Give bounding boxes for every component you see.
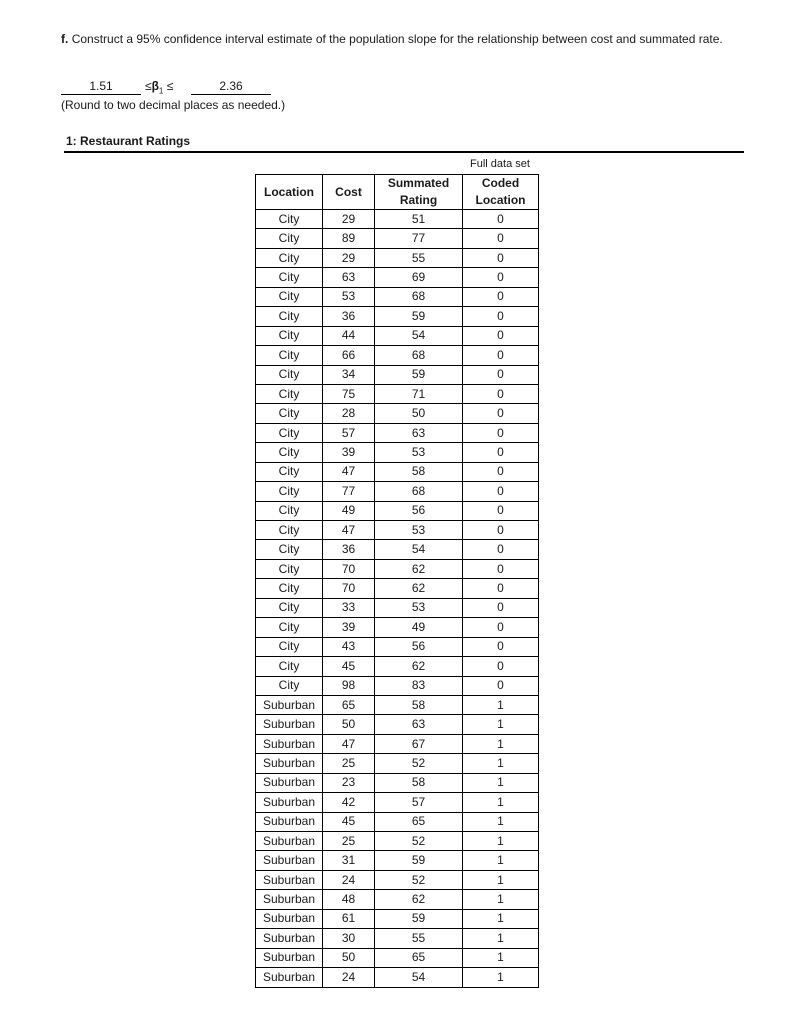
table-row	[256, 384, 539, 403]
table-row	[256, 598, 539, 617]
cell-coded-location: 1	[463, 754, 539, 773]
header-cost: Cost	[323, 175, 375, 210]
cell-summated-rating: 67	[375, 734, 463, 753]
cell-location: Suburban	[256, 715, 323, 734]
table-row	[256, 404, 539, 423]
cell-coded-location: 1	[463, 832, 539, 851]
table-row	[256, 715, 539, 734]
cell-summated-rating: 62	[375, 657, 463, 676]
cell-cost: 39	[323, 618, 375, 637]
cell-location: Suburban	[256, 948, 323, 967]
cell-cost: 47	[323, 462, 375, 481]
cell-coded-location: 0	[463, 443, 539, 462]
cell-location: City	[256, 540, 323, 559]
leq-symbol-left: ≤	[145, 79, 152, 93]
cell-summated-rating: 68	[375, 482, 463, 501]
cell-summated-rating: 63	[375, 715, 463, 734]
table-row	[256, 365, 539, 384]
cell-location: City	[256, 598, 323, 617]
full-data-set-label: Full data set	[470, 158, 530, 170]
cell-summated-rating: 65	[375, 812, 463, 831]
table-row	[256, 870, 539, 889]
cell-location: Suburban	[256, 695, 323, 714]
table-row	[256, 968, 539, 987]
cell-location: City	[256, 326, 323, 345]
cell-cost: 65	[323, 695, 375, 714]
header-summated-rating: Summated Rating	[375, 175, 463, 210]
table-header-row	[256, 175, 539, 210]
cell-location: City	[256, 229, 323, 248]
cell-coded-location: 0	[463, 346, 539, 365]
cell-cost: 57	[323, 423, 375, 442]
cell-location: Suburban	[256, 812, 323, 831]
cell-cost: 28	[323, 404, 375, 423]
cell-location: City	[256, 676, 323, 695]
cell-summated-rating: 56	[375, 501, 463, 520]
table-row	[256, 851, 539, 870]
cell-coded-location: 1	[463, 968, 539, 987]
cell-cost: 24	[323, 870, 375, 889]
section-title[interactable]: 1: Restaurant Ratings	[66, 134, 191, 148]
cell-location: Suburban	[256, 773, 323, 792]
cell-summated-rating: 53	[375, 443, 463, 462]
table-row	[256, 248, 539, 267]
cell-location: Suburban	[256, 929, 323, 948]
cell-coded-location: 0	[463, 326, 539, 345]
cell-cost: 49	[323, 501, 375, 520]
cell-summated-rating: 56	[375, 637, 463, 656]
table-row	[256, 909, 539, 928]
cell-location: City	[256, 423, 323, 442]
cell-cost: 50	[323, 715, 375, 734]
cell-coded-location: 0	[463, 268, 539, 287]
table-row	[256, 657, 539, 676]
cell-cost: 36	[323, 307, 375, 326]
table-row	[256, 559, 539, 578]
cell-cost: 25	[323, 754, 375, 773]
rounding-note: (Round to two decimal places as needed.)	[61, 98, 286, 112]
table-row	[256, 676, 539, 695]
table-row	[256, 423, 539, 442]
cell-location: Suburban	[256, 832, 323, 851]
cell-location: City	[256, 287, 323, 306]
cell-coded-location: 0	[463, 501, 539, 520]
cell-coded-location: 0	[463, 365, 539, 384]
cell-cost: 70	[323, 579, 375, 598]
cell-summated-rating: 54	[375, 326, 463, 345]
cell-coded-location: 1	[463, 715, 539, 734]
table-row	[256, 812, 539, 831]
cell-location: City	[256, 657, 323, 676]
cell-location: City	[256, 346, 323, 365]
table-row	[256, 443, 539, 462]
cell-coded-location: 1	[463, 890, 539, 909]
cell-coded-location: 1	[463, 812, 539, 831]
cell-location: City	[256, 579, 323, 598]
cell-cost: 63	[323, 268, 375, 287]
cell-location: Suburban	[256, 793, 323, 812]
cell-location: Suburban	[256, 890, 323, 909]
cell-coded-location: 1	[463, 695, 539, 714]
cell-coded-location: 0	[463, 676, 539, 695]
cell-summated-rating: 53	[375, 521, 463, 540]
cell-coded-location: 0	[463, 423, 539, 442]
cell-location: City	[256, 462, 323, 481]
cell-summated-rating: 58	[375, 695, 463, 714]
lower-bound-input[interactable]: 1.51	[61, 78, 141, 95]
cell-summated-rating: 68	[375, 287, 463, 306]
cell-summated-rating: 65	[375, 948, 463, 967]
table-row	[256, 540, 539, 559]
cell-coded-location: 1	[463, 870, 539, 889]
cell-coded-location: 0	[463, 482, 539, 501]
cell-cost: 29	[323, 210, 375, 229]
cell-cost: 30	[323, 929, 375, 948]
table-row	[256, 210, 539, 229]
cell-coded-location: 0	[463, 404, 539, 423]
cell-location: City	[256, 365, 323, 384]
cell-coded-location: 0	[463, 579, 539, 598]
table-row	[256, 929, 539, 948]
cell-summated-rating: 59	[375, 909, 463, 928]
cell-coded-location: 1	[463, 948, 539, 967]
cell-location: City	[256, 482, 323, 501]
cell-summated-rating: 59	[375, 365, 463, 384]
cell-location: Suburban	[256, 851, 323, 870]
beta-subscript: 1	[158, 86, 164, 96]
table-row	[256, 754, 539, 773]
cell-coded-location: 0	[463, 384, 539, 403]
cell-location: City	[256, 501, 323, 520]
cell-cost: 36	[323, 540, 375, 559]
cell-coded-location: 0	[463, 618, 539, 637]
cell-cost: 42	[323, 793, 375, 812]
cell-location: City	[256, 559, 323, 578]
cell-cost: 31	[323, 851, 375, 870]
cell-cost: 23	[323, 773, 375, 792]
cell-coded-location: 0	[463, 210, 539, 229]
cell-location: City	[256, 307, 323, 326]
cell-summated-rating: 54	[375, 540, 463, 559]
cell-cost: 89	[323, 229, 375, 248]
cell-summated-rating: 49	[375, 618, 463, 637]
beta-inequality	[145, 78, 173, 99]
cell-cost: 75	[323, 384, 375, 403]
cell-cost: 70	[323, 559, 375, 578]
cell-summated-rating: 62	[375, 559, 463, 578]
cell-coded-location: 0	[463, 657, 539, 676]
cell-cost: 39	[323, 443, 375, 462]
table-row	[256, 832, 539, 851]
cell-location: City	[256, 521, 323, 540]
cell-summated-rating: 55	[375, 929, 463, 948]
cell-coded-location: 0	[463, 248, 539, 267]
cell-location: City	[256, 618, 323, 637]
cell-coded-location: 0	[463, 598, 539, 617]
cell-summated-rating: 59	[375, 307, 463, 326]
cell-cost: 61	[323, 909, 375, 928]
cell-summated-rating: 57	[375, 793, 463, 812]
cell-summated-rating: 54	[375, 968, 463, 987]
cell-summated-rating: 83	[375, 676, 463, 695]
cell-summated-rating: 68	[375, 346, 463, 365]
cell-coded-location: 0	[463, 229, 539, 248]
cell-cost: 98	[323, 676, 375, 695]
cell-location: Suburban	[256, 734, 323, 753]
cell-cost: 45	[323, 812, 375, 831]
cell-summated-rating: 52	[375, 832, 463, 851]
cell-summated-rating: 62	[375, 890, 463, 909]
header-location: Location	[256, 175, 323, 210]
cell-summated-rating: 71	[375, 384, 463, 403]
cell-cost: 48	[323, 890, 375, 909]
cell-location: Suburban	[256, 754, 323, 773]
table-row	[256, 482, 539, 501]
table-row	[256, 695, 539, 714]
cell-coded-location: 0	[463, 540, 539, 559]
table-row	[256, 462, 539, 481]
cell-coded-location: 0	[463, 637, 539, 656]
restaurant-ratings-table	[255, 174, 539, 988]
cell-coded-location: 0	[463, 462, 539, 481]
cell-cost: 33	[323, 598, 375, 617]
question-text	[61, 32, 751, 47]
cell-location: City	[256, 210, 323, 229]
cell-cost: 66	[323, 346, 375, 365]
cell-location: Suburban	[256, 870, 323, 889]
cell-cost: 53	[323, 287, 375, 306]
cell-coded-location: 0	[463, 521, 539, 540]
cell-summated-rating: 58	[375, 462, 463, 481]
cell-summated-rating: 55	[375, 248, 463, 267]
table-row	[256, 637, 539, 656]
table-row	[256, 501, 539, 520]
question-label: f.	[61, 32, 69, 46]
cell-location: City	[256, 443, 323, 462]
cell-cost: 24	[323, 968, 375, 987]
table-row	[256, 229, 539, 248]
cell-coded-location: 1	[463, 929, 539, 948]
table-row	[256, 948, 539, 967]
cell-summated-rating: 53	[375, 598, 463, 617]
cell-coded-location: 1	[463, 773, 539, 792]
table-row	[256, 268, 539, 287]
cell-summated-rating: 52	[375, 870, 463, 889]
table-row	[256, 773, 539, 792]
cell-location: City	[256, 268, 323, 287]
table-row	[256, 890, 539, 909]
cell-cost: 50	[323, 948, 375, 967]
cell-coded-location: 0	[463, 307, 539, 326]
leq-symbol-right: ≤	[166, 79, 174, 93]
cell-coded-location: 0	[463, 287, 539, 306]
cell-cost: 45	[323, 657, 375, 676]
table-row	[256, 579, 539, 598]
cell-location: City	[256, 637, 323, 656]
cell-summated-rating: 50	[375, 404, 463, 423]
cell-coded-location: 1	[463, 793, 539, 812]
cell-cost: 34	[323, 365, 375, 384]
cell-cost: 47	[323, 734, 375, 753]
cell-summated-rating: 51	[375, 210, 463, 229]
cell-location: Suburban	[256, 968, 323, 987]
table-row	[256, 734, 539, 753]
cell-summated-rating: 77	[375, 229, 463, 248]
cell-coded-location: 1	[463, 734, 539, 753]
table-row	[256, 326, 539, 345]
cell-coded-location: 1	[463, 851, 539, 870]
section-divider	[64, 151, 744, 153]
cell-coded-location: 1	[463, 909, 539, 928]
header-coded-location: Coded Location	[463, 175, 539, 210]
table-row	[256, 793, 539, 812]
cell-summated-rating: 52	[375, 754, 463, 773]
cell-location: Suburban	[256, 909, 323, 928]
table-row	[256, 287, 539, 306]
cell-location: City	[256, 404, 323, 423]
cell-cost: 47	[323, 521, 375, 540]
cell-summated-rating: 58	[375, 773, 463, 792]
cell-cost: 77	[323, 482, 375, 501]
cell-summated-rating: 62	[375, 579, 463, 598]
cell-location: City	[256, 248, 323, 267]
cell-summated-rating: 59	[375, 851, 463, 870]
cell-cost: 44	[323, 326, 375, 345]
table-row	[256, 521, 539, 540]
table-row	[256, 307, 539, 326]
cell-location: City	[256, 384, 323, 403]
upper-bound-input[interactable]: 2.36	[191, 78, 271, 95]
question-body: Construct a 95% confidence interval estimate of the population slope for the relationship between cost and summated rate.	[71, 32, 723, 46]
cell-coded-location: 0	[463, 559, 539, 578]
cell-cost: 25	[323, 832, 375, 851]
cell-summated-rating: 63	[375, 423, 463, 442]
cell-cost: 29	[323, 248, 375, 267]
table-row	[256, 618, 539, 637]
cell-cost: 43	[323, 637, 375, 656]
table-row	[256, 346, 539, 365]
cell-summated-rating: 69	[375, 268, 463, 287]
beta-symbol: β	[151, 79, 159, 93]
